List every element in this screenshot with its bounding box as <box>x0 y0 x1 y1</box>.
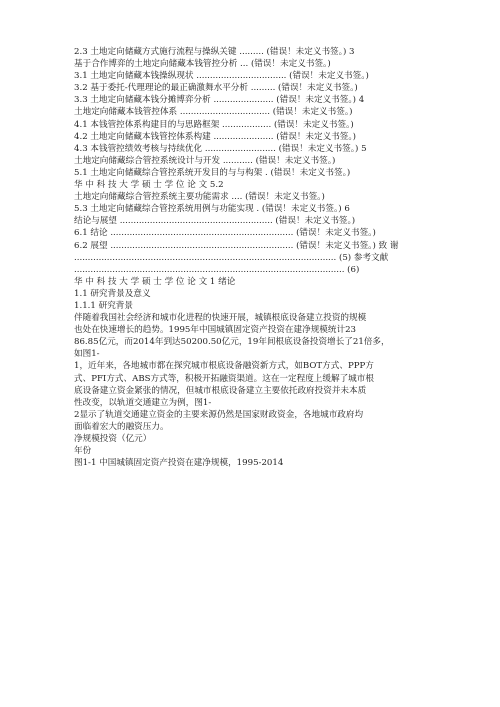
toc-line: ................................................................................................... (6) <box>74 264 360 275</box>
section-heading: 1.1 研究背景及意义 <box>74 288 151 299</box>
toc-line: 4.3 本钱管控绩效考核与持续优化 .......................... (错误！未定义书签。) 5 <box>74 143 367 154</box>
toc-line: 5.3 土地定向储藏综合管控系统用例与功能实现 . (错误！未定义书签。) 6 <box>74 204 350 215</box>
chart-y-axis-label: 净规模投资（亿元） <box>74 434 152 444</box>
body-paragraph <box>74 312 424 433</box>
paragraph-line: 伴随着我国社会经济和城市化进程的快速开展，城镇根底设备建立投资的规模 <box>74 313 367 324</box>
toc-line: 4.1 本钱管控体系构建目的与思路框架 .................. (错误！未定义书签。) <box>74 119 354 130</box>
toc-line: 2.3 土地定向储藏方式施行流程与操纵关键 ......... (错误！未定义书签。) 3 <box>74 47 355 57</box>
figure-caption: 图1-1 中国城镇固定资产投资在建净规模，1995-2014 <box>74 458 284 469</box>
paragraph-line: 式、PFI方式、ABS方式等，积极开拓融资渠道。这在一定程度上缓解了城市根 <box>74 373 374 384</box>
toc-line: 3.1 土地定向储藏本钱操纵现状 ................................. (错误！未定义书签。) <box>74 71 369 82</box>
toc-line: 3.2 基于委托-代理理论的最正确激舞水平分析 ......... (错误！未定义书签。) <box>74 83 358 94</box>
toc-line: 6.1 结论 ................................................................... (错误！未定义书签。) <box>74 228 376 239</box>
toc-line: 土地定向储藏综合管控系统设计与开发 ........... (错误！未定义书签。) <box>74 155 336 166</box>
table-of-contents <box>74 46 424 276</box>
paragraph-line: 86.85亿元，而2014年到达50200.50亿元，19年间根底设备投资增长了21倍多， <box>74 337 390 348</box>
paragraph-line: 底设备建立资金紧张的情况，但城市根底设备建立主要依托政府投资并未本质 <box>74 385 367 396</box>
document-page <box>74 46 424 469</box>
paragraph-line: 也处在快速增长的趋势。1995年中国城镇固定资产投资在建净规模统计23 <box>74 325 357 336</box>
toc-line: 4.2 土地定向储藏本钱管控体系构建 ...................... (错误！未定义书签。) <box>74 131 357 142</box>
toc-line: 5.1 土地定向储藏综合管控系统开发目的与与构架 . (错误！未定义书签。) <box>74 167 351 178</box>
toc-line: 6.2 展望 ................................................................... (错误！未定义书签。) 致 谢 <box>74 240 399 251</box>
toc-line: ................................................................................................ (5) 参考文献 <box>74 252 389 263</box>
paragraph-line: 面临着宏大的融资压力。 <box>74 421 169 432</box>
toc-line: 华 中 科 技 大 学 硕 士 学 位 论 文 5.2 <box>74 180 224 191</box>
paragraph-line: 2显示了轨道交通建立资金的主要来源仍然是国家财政资金，各地城市政府均 <box>74 409 364 420</box>
paragraph-line: 1，近年来，各地城市都在探究城市根底设备融资新方式，如BOT方式、PPP方 <box>74 361 374 372</box>
paragraph-line: 性改变，以轨道交通建立为例，图1- <box>74 397 212 408</box>
toc-line: 基于合作博弈的土地定向储藏本钱管控分析 ... (错误！未定义书签。) <box>74 59 331 70</box>
paragraph-line: 如图1- <box>74 349 100 360</box>
toc-line: 土地定向储藏本钱管控体系 ................................. (错误！未定义书签。) <box>74 107 353 118</box>
toc-line: 3.3 土地定向储藏本钱分摊博弈分析 ...................... (错误！未定义书签。) 4 <box>74 95 365 106</box>
subsection-heading: 1.1.1 研究背景 <box>74 300 133 311</box>
toc-line: 结论与展望 ........................................................ (错误！未定义书签。) <box>74 216 356 227</box>
toc-line: 土地定向储藏综合管控系统主要功能需求 .... (错误！未定义书签。) <box>74 192 325 203</box>
running-header: 华 中 科 技 大 学 硕 士 学 位 论 文 1 绪论 <box>74 276 236 287</box>
chart-x-axis-label: 年份 <box>74 446 92 457</box>
